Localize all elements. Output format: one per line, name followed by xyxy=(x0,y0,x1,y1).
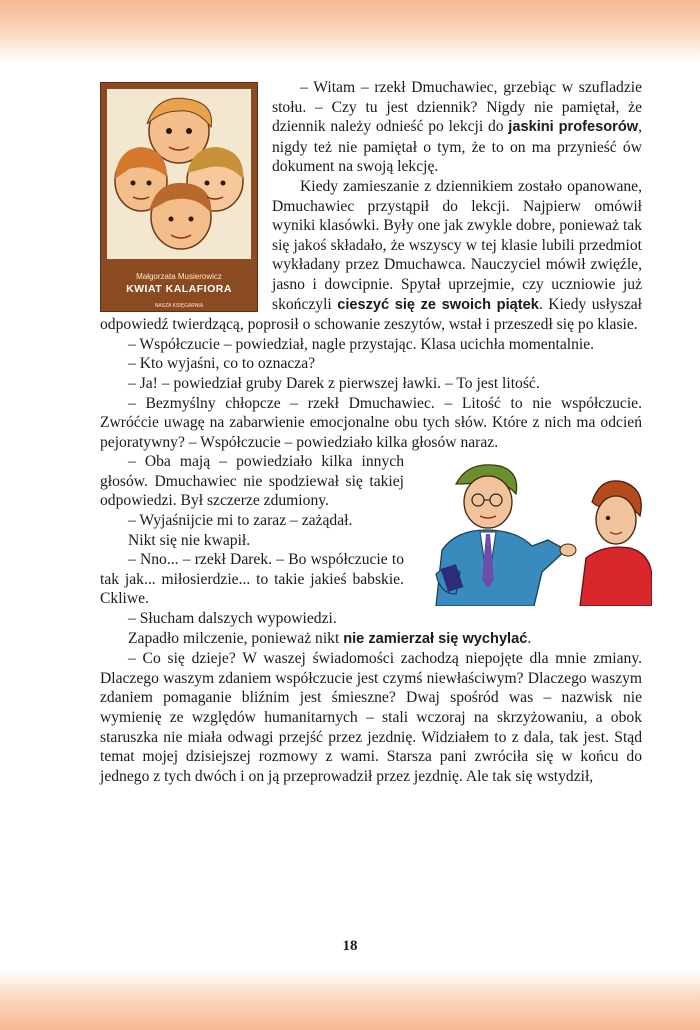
paragraph: – Współczucie – powiedział, nagle przystając. Klasa ucichła momentalnie. xyxy=(128,335,595,353)
teacher-and-student-illustration xyxy=(416,454,652,606)
bottom-decorative-band xyxy=(0,970,700,1030)
top-decorative-band xyxy=(0,0,700,62)
paragraph: – Słucham dalszych wypowiedzi. xyxy=(128,610,337,628)
book-publisher: NASZA KSIĘGARNIA xyxy=(154,303,204,309)
book-author: Małgorzata Musierowicz xyxy=(136,272,222,281)
book-title: KWIAT KALAFIORA xyxy=(126,283,232,295)
paragraph: – Ja! – powiedział gruby Darek z pierwszej ławki. – To jest litość. xyxy=(128,374,540,392)
paragraph: – Nno... – rzekł Darek. – Bo współczucie to tak jak... miłosierdzie... to takie jakieś babskie. Ckliwe. xyxy=(100,551,404,608)
paragraph: – Oba mają – powiedziało kilka innych głosów. Dmuchawiec nie spodziewał się takiej odpowiedzi. Był szczerze zdumiony. xyxy=(100,453,404,510)
paragraph: Nikt się nie kwapił. xyxy=(128,531,251,549)
paragraph: – Wyjaśnijcie mi to zaraz – zażądał. xyxy=(128,512,353,530)
paragraph: – Kto wyjaśni, co to oznacza? xyxy=(128,355,316,373)
page-text xyxy=(100,78,642,786)
paragraph: Kiedy zamieszanie z dziennikiem zostało opanowane, Dmuchawiec przystąpił do lekcji. Najpierw omówił wyniki klasówki. Były one jak zwykle dobre, ponieważ tak się jakoś składało, że wszyscy w tej klasie lubili przedmiot wykładany przez Dmuchawca. Nauczyciel mówił zwięźle, jasno i dowcipnie. Spytał uprzejmie, czy uczniowie już skończyli cieszyć się ze swoich piątek. Kiedy usłyszał odpowiedź twierdzącą, poprosił o schowanie zeszytów, wstał i przeszedł się po klasie. xyxy=(100,177,642,334)
paragraph: – Witam – rzekł Dmuchawiec, grzebiąc w szufladzie stołu. – Czy tu jest dziennik? Nigdy nie pamiętał, że dziennik należy odnieść po lekcji do jaskini profesorów, nigdy też nie pamiętał o tym, że to on ma przynieść ów dokument na swoją lekcję. xyxy=(272,79,642,176)
page-number: 18 xyxy=(342,938,358,954)
paragraph: – Co się dzieje? W waszej świadomości zachodzą niepojęte dla mnie zmiany. Dlaczego waszym zdaniem współczucie jest czymś niewłaściwym? Dlaczego waszym zdaniem pomaganie bliźnim jest śmieszne? Dwaj spośród was – nazwisk nie wymienię ze względów humanitarnych – stali wczoraj na skrzyżowaniu, a obok staruszka nie miała odwagi przejść przez jezdnię. Widziałem to z dala, tak jest. Stąd temat mojej dzisiejszej rozmowy z wami. Starsza pani zwróciła się w końcu do jednego z tych dwóch i on ją przeprowadził przez jezdnię. Ale tak się wstydził, xyxy=(100,650,642,785)
paragraph: Zapadło milczenie, ponieważ nikt nie zamierzał się wychylać. xyxy=(128,629,532,647)
book-cover xyxy=(100,82,258,312)
paragraph: – Bezmyślny chłopcze – rzekł Dmuchawiec. – Litość to nie współczucie. Zwróćcie uwagę na zabarwienie emocjonalne obu tych słów. Które z nich ma odcień pejoratywny? – Współczucie – powiedziało kilka głosów naraz. xyxy=(100,394,642,451)
book-cover-illustration xyxy=(107,89,251,259)
